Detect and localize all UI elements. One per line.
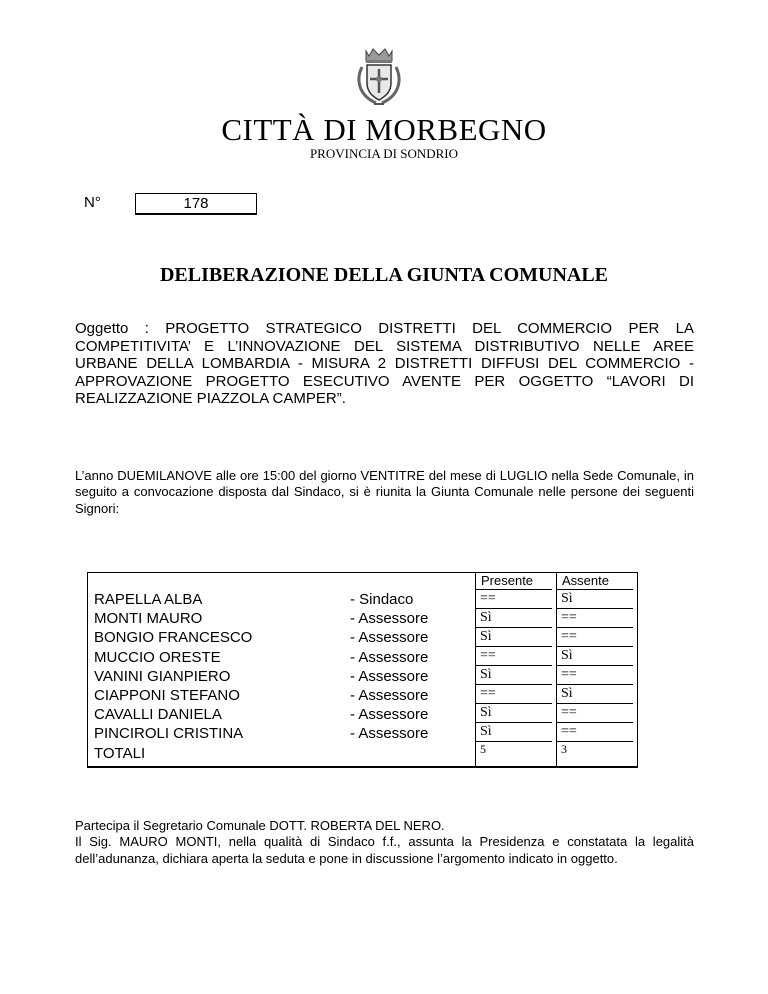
absent-column-header: Assente bbox=[562, 573, 609, 588]
member-names bbox=[94, 590, 252, 763]
present-cell: == bbox=[476, 589, 552, 608]
member-name: PINCIROLI CRISTINA bbox=[94, 725, 244, 743]
member-role: - Assessore bbox=[350, 648, 429, 666]
member-name: MUCCIO ORESTE bbox=[94, 648, 221, 666]
member-role: - Assessore bbox=[350, 629, 429, 647]
subject-paragraph: Oggetto : PROGETTO STRATEGICO DISTRETTI DEL COMMERCIO PER LA COMPETITIVITA’ E L’INNOVAZIONE DEL SISTEMA DISTRIBUTIVO NELLE AREE URBANE DELLA LOMBARDIA - MISURA 2 DISTRETTI DIFFUSI DEL COMMERCIO - APPROVAZIONE PROGETTO ESECUTIVO AVENTE PER OGGETTO “LAVORI DI REALIZZAZIONE PIAZZOLA CAMPER”. bbox=[75, 320, 694, 408]
closing-paragraph bbox=[75, 818, 694, 867]
deliberation-number-label: N° bbox=[84, 194, 101, 211]
totals-label: TOTALI bbox=[94, 744, 146, 762]
presidency-line: Il Sig. MAURO MONTI, nella qualità di Sindaco f.f., assunta la Presidenza e constatata la legalità dell’adunanza, dichiara aperta la seduta e pone in discussione l’argomento indicato in oggetto. bbox=[75, 834, 694, 866]
absent-cell: == bbox=[557, 627, 633, 646]
document-title: DELIBERAZIONE DELLA GIUNTA COMUNALE bbox=[159, 264, 609, 286]
member-name: RAPELLA ALBA bbox=[94, 591, 203, 608]
absent-cell: == bbox=[557, 608, 633, 627]
absent-total: 3 bbox=[557, 741, 633, 760]
absent-cell: == bbox=[557, 703, 633, 722]
absent-cell: == bbox=[557, 665, 633, 684]
present-cell: Sì bbox=[476, 665, 552, 684]
absent-cell: Sì bbox=[557, 646, 633, 665]
absent-column bbox=[557, 589, 633, 760]
absent-cell: == bbox=[557, 722, 633, 741]
member-role: - Assessore bbox=[350, 725, 429, 743]
attendance-table bbox=[87, 572, 638, 768]
present-column bbox=[476, 589, 552, 760]
present-cell: Sì bbox=[476, 608, 552, 627]
absent-cell: Sì bbox=[557, 684, 633, 703]
deliberation-number-value: 178 bbox=[135, 193, 257, 215]
coat-of-arms-icon bbox=[354, 47, 404, 107]
member-name: VANINI GIANPIERO bbox=[94, 667, 231, 685]
member-roles bbox=[350, 590, 428, 744]
absent-cell: Sì bbox=[557, 589, 633, 608]
present-cell: Sì bbox=[476, 703, 552, 722]
member-name: CIAPPONI STEFANO bbox=[94, 687, 240, 705]
member-role: - Assessore bbox=[350, 687, 429, 705]
member-role: - Sindaco bbox=[350, 591, 414, 608]
member-role: - Assessore bbox=[350, 706, 429, 724]
member-name: MONTI MAURO bbox=[94, 610, 203, 628]
intro-paragraph: L’anno DUEMILANOVE alle ore 15:00 del giorno VENTITRE del mese di LUGLIO nella Sede Comunale, in seguito a convocazione disposta dal Sindaco, si è riunita la Giunta Comunale nelle persone dei seguenti Signori: bbox=[75, 468, 694, 516]
member-role: - Assessore bbox=[350, 610, 429, 628]
present-cell: == bbox=[476, 646, 552, 665]
member-role: - Assessore bbox=[350, 667, 429, 685]
present-cell: == bbox=[476, 684, 552, 703]
present-cell: Sì bbox=[476, 627, 552, 646]
secretary-line: Partecipa il Segretario Comunale DOTT. ROBERTA DEL NERO. bbox=[75, 818, 445, 833]
member-name: CAVALLI DANIELA bbox=[94, 706, 222, 724]
city-name: CITTÀ DI MORBEGNO bbox=[221, 112, 547, 147]
member-name: BONGIO FRANCESCO bbox=[94, 629, 253, 647]
present-total: 5 bbox=[476, 741, 552, 760]
present-cell: Sì bbox=[476, 722, 552, 741]
present-column-header: Presente bbox=[481, 573, 534, 588]
province-name: PROVINCIA DI SONDRIO bbox=[309, 146, 459, 161]
